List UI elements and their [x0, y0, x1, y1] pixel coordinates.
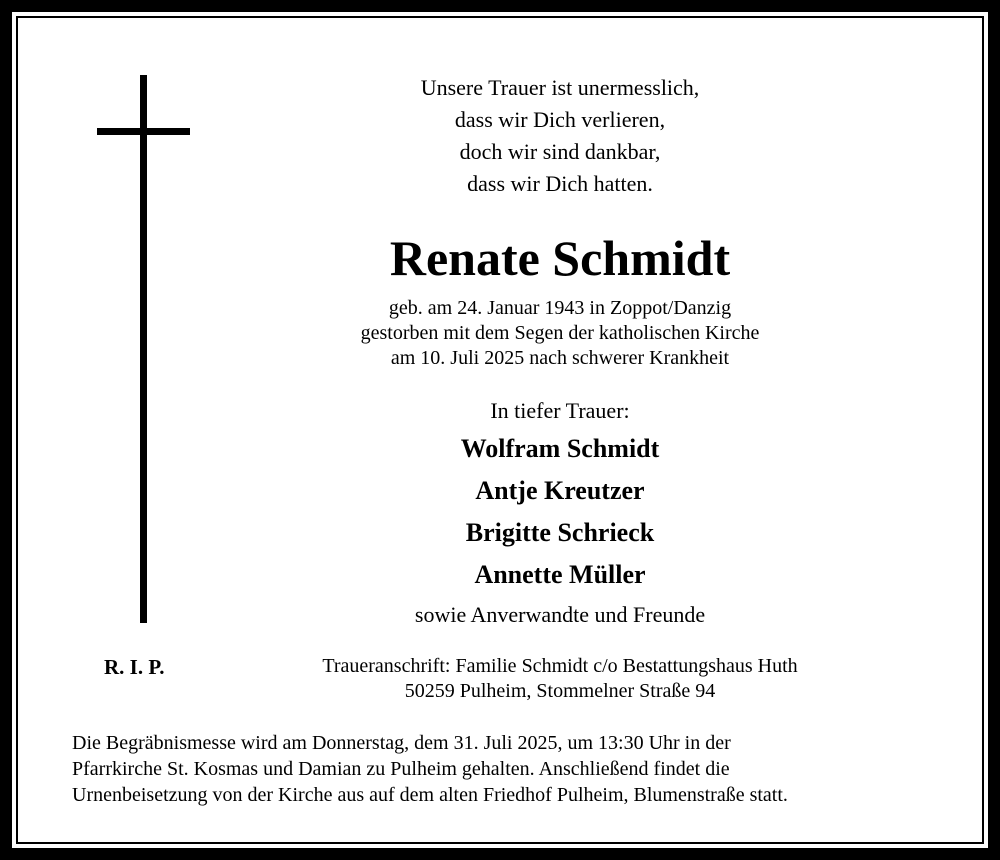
death-info: am 10. Juli 2025 nach schwerer Krankheit — [390, 347, 730, 369]
mourner-name: Brigitte Schrieck — [465, 518, 655, 547]
relatives-line: sowie Anverwandte und Freunde — [414, 602, 706, 627]
rip-label: R. I. P. — [104, 655, 165, 679]
service-line: Pfarrkirche St. Kosmas und Damian zu Pulheim gehalten. Anschließend findet die — [72, 758, 730, 780]
cross-vertical-beam — [140, 75, 147, 623]
service-line: Urnenbeisetzung von der Kirche aus auf dem alten Friedhof Pulheim, Blumenstraße statt. — [72, 784, 788, 806]
address-line-2: 50259 Pulheim, Stommelner Straße 94 — [404, 680, 716, 702]
mourning-intro: In tiefer Trauer: — [490, 398, 630, 423]
verse-line: dass wir Dich verlieren, — [454, 107, 666, 132]
verse-line: Unsere Trauer ist unermesslich, — [420, 75, 700, 100]
mourner-name: Wolfram Schmidt — [460, 434, 660, 463]
cross-horizontal-beam — [97, 128, 190, 135]
mourner-name: Antje Kreutzer — [475, 476, 645, 505]
verse-line: dass wir Dich hatten. — [467, 171, 653, 196]
memorial-verse — [260, 72, 860, 200]
mourner-list — [260, 428, 860, 596]
blessing-info: gestorben mit dem Segen der katholischen Kirche — [360, 322, 760, 344]
deceased-name: Renate Schmidt — [389, 230, 731, 286]
birth-info: geb. am 24. Januar 1943 in Zoppot/Danzig — [388, 297, 732, 319]
life-info — [260, 296, 860, 371]
service-notice — [72, 730, 932, 808]
service-line: Die Begräbnismesse wird am Donnerstag, dem 31. Juli 2025, um 13:30 Uhr in der — [72, 732, 731, 754]
mourning-address — [260, 654, 860, 704]
mourner-name: Annette Müller — [474, 560, 646, 589]
verse-line: doch wir sind dankbar, — [459, 139, 661, 164]
address-line-1: Traueranschrift: Familie Schmidt c/o Bestattungshaus Huth — [322, 655, 798, 677]
